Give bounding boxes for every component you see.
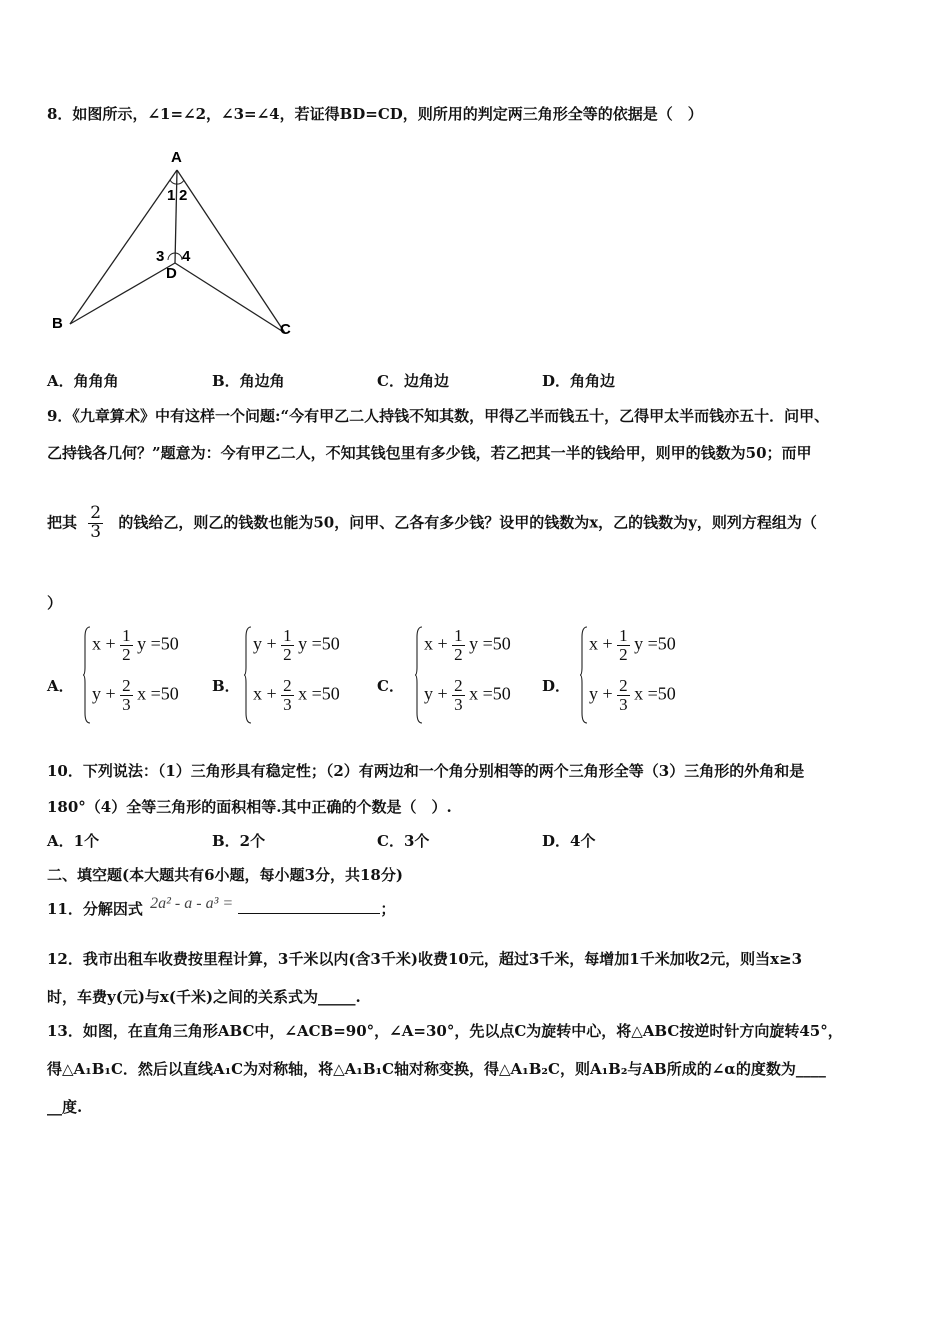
label-angle-3: 3 (156, 248, 165, 265)
q9-line3-pre: 把其 (47, 513, 78, 532)
q11-expression: 2a² - a - a³ = (150, 895, 234, 912)
q13-line1: 13．如图，在直角三角形ABC中，∠ACB=90°，∠A=30°，先以点C为旋转中心，将△ABC按逆时针方向旋转45°， (47, 1022, 843, 1040)
q9-option-d-system: x + $\frac{1}{2}$ y =50 y + $\frac{2}{3}$ x =50 (579, 625, 699, 725)
label-angle-1: 1 (167, 187, 176, 204)
q9-fraction (88, 505, 103, 542)
q12-line2: 时，车费y(元)与x(千米)之间的关系式为_____. (47, 988, 361, 1006)
q9-option-b-label: B． (212, 677, 240, 695)
q11 (47, 895, 396, 919)
q8-option-c: C．边角边 (377, 372, 449, 390)
q9-line1: 9．《九章算术》中有这样一个问题:“今有甲乙二人持钱不知其数，甲得乙半而钱五十，乙得甲太半而钱亦五十．问甲、 (47, 407, 830, 425)
label-c: C (280, 321, 291, 338)
q9-option-c-system: x + $\frac{1}{2}$ y =50 y + $\frac{2}{3}$ x =50 (414, 625, 534, 725)
q10-option-b: B．2个 (212, 832, 266, 850)
q10-line2: 180°（4）全等三角形的面积相等.其中正确的个数是（ ）. (47, 798, 452, 816)
q10-option-c: C．3个 (377, 832, 430, 850)
q9-fraction-num: 2 (90, 503, 102, 523)
q13-line2: 得△A₁B₁C．然后以直线A₁C为对称轴，将△A₁B₁C轴对称变换，得△A₁B₂C，则A₁B₂与AB所成的∠α的度数为____ (47, 1060, 826, 1078)
q9-option-a-system: x + $\frac{1}{2}$ y =50 y + $\frac{2}{3}$ x =50 (82, 625, 202, 725)
q10-option-a: A．1个 (47, 832, 100, 850)
label-b: B (52, 315, 63, 332)
section-2-heading: 二、填空题(本大题共有6小题，每小题3分，共18分) (47, 866, 403, 884)
q9-line4: ） (47, 594, 63, 612)
q9-line3 (47, 505, 817, 542)
q9-line3-post: 的钱给乙，则乙的钱数也能为50，问甲、乙各有多少钱？设甲的钱数为x，乙的钱数为y，则列方程组为（ (118, 513, 817, 532)
q9-option-a-label: A． (47, 677, 74, 695)
q11-answer-blank (238, 913, 380, 914)
q8-option-a: A．角角角 (47, 372, 119, 390)
label-a: A (171, 149, 182, 166)
label-angle-4: 4 (182, 248, 191, 265)
q12-line1: 12．我市出租车收费按里程计算，3千米以内(含3千米)收费10元，超过3千米，每增加1千米加收2元，则当x≥3 (47, 950, 803, 968)
q9-line2: 乙持钱各几何？”题意为：今有甲乙二人，不知其钱包里有多少钱，若乙把其一半的钱给甲，则甲的钱数为50；而甲 (47, 444, 812, 462)
q8-stem: 8．如图所示，∠1=∠2，∠3=∠4，若证得BD=CD，则所用的判定两三角形全等的依据是（ ） (47, 105, 703, 123)
label-angle-2: 2 (179, 187, 188, 204)
q13-line3: __度. (47, 1098, 83, 1116)
q11-pre: 11．分解因式 (47, 900, 143, 918)
q9-option-c-label: C． (377, 677, 404, 695)
label-d: D (166, 265, 177, 282)
q8-option-b: B．角边角 (212, 372, 285, 390)
q8-triangle-figure (40, 140, 310, 350)
q10-line1: 10．下列说法：（1）三角形具有稳定性；（2）有两边和一个角分别相等的两个三角形全等（3）三角形的外角和是 (47, 762, 805, 780)
q9-option-d-label: D． (542, 677, 571, 695)
q11-post: ； (380, 900, 396, 918)
q9-fraction-den: 3 (90, 521, 102, 542)
q8-option-d: D．角角边 (542, 372, 616, 390)
q9-option-b-system: y + $\frac{1}{2}$ y =50 x + $\frac{2}{3}$ x =50 (243, 625, 363, 725)
q10-option-d: D．4个 (542, 832, 596, 850)
